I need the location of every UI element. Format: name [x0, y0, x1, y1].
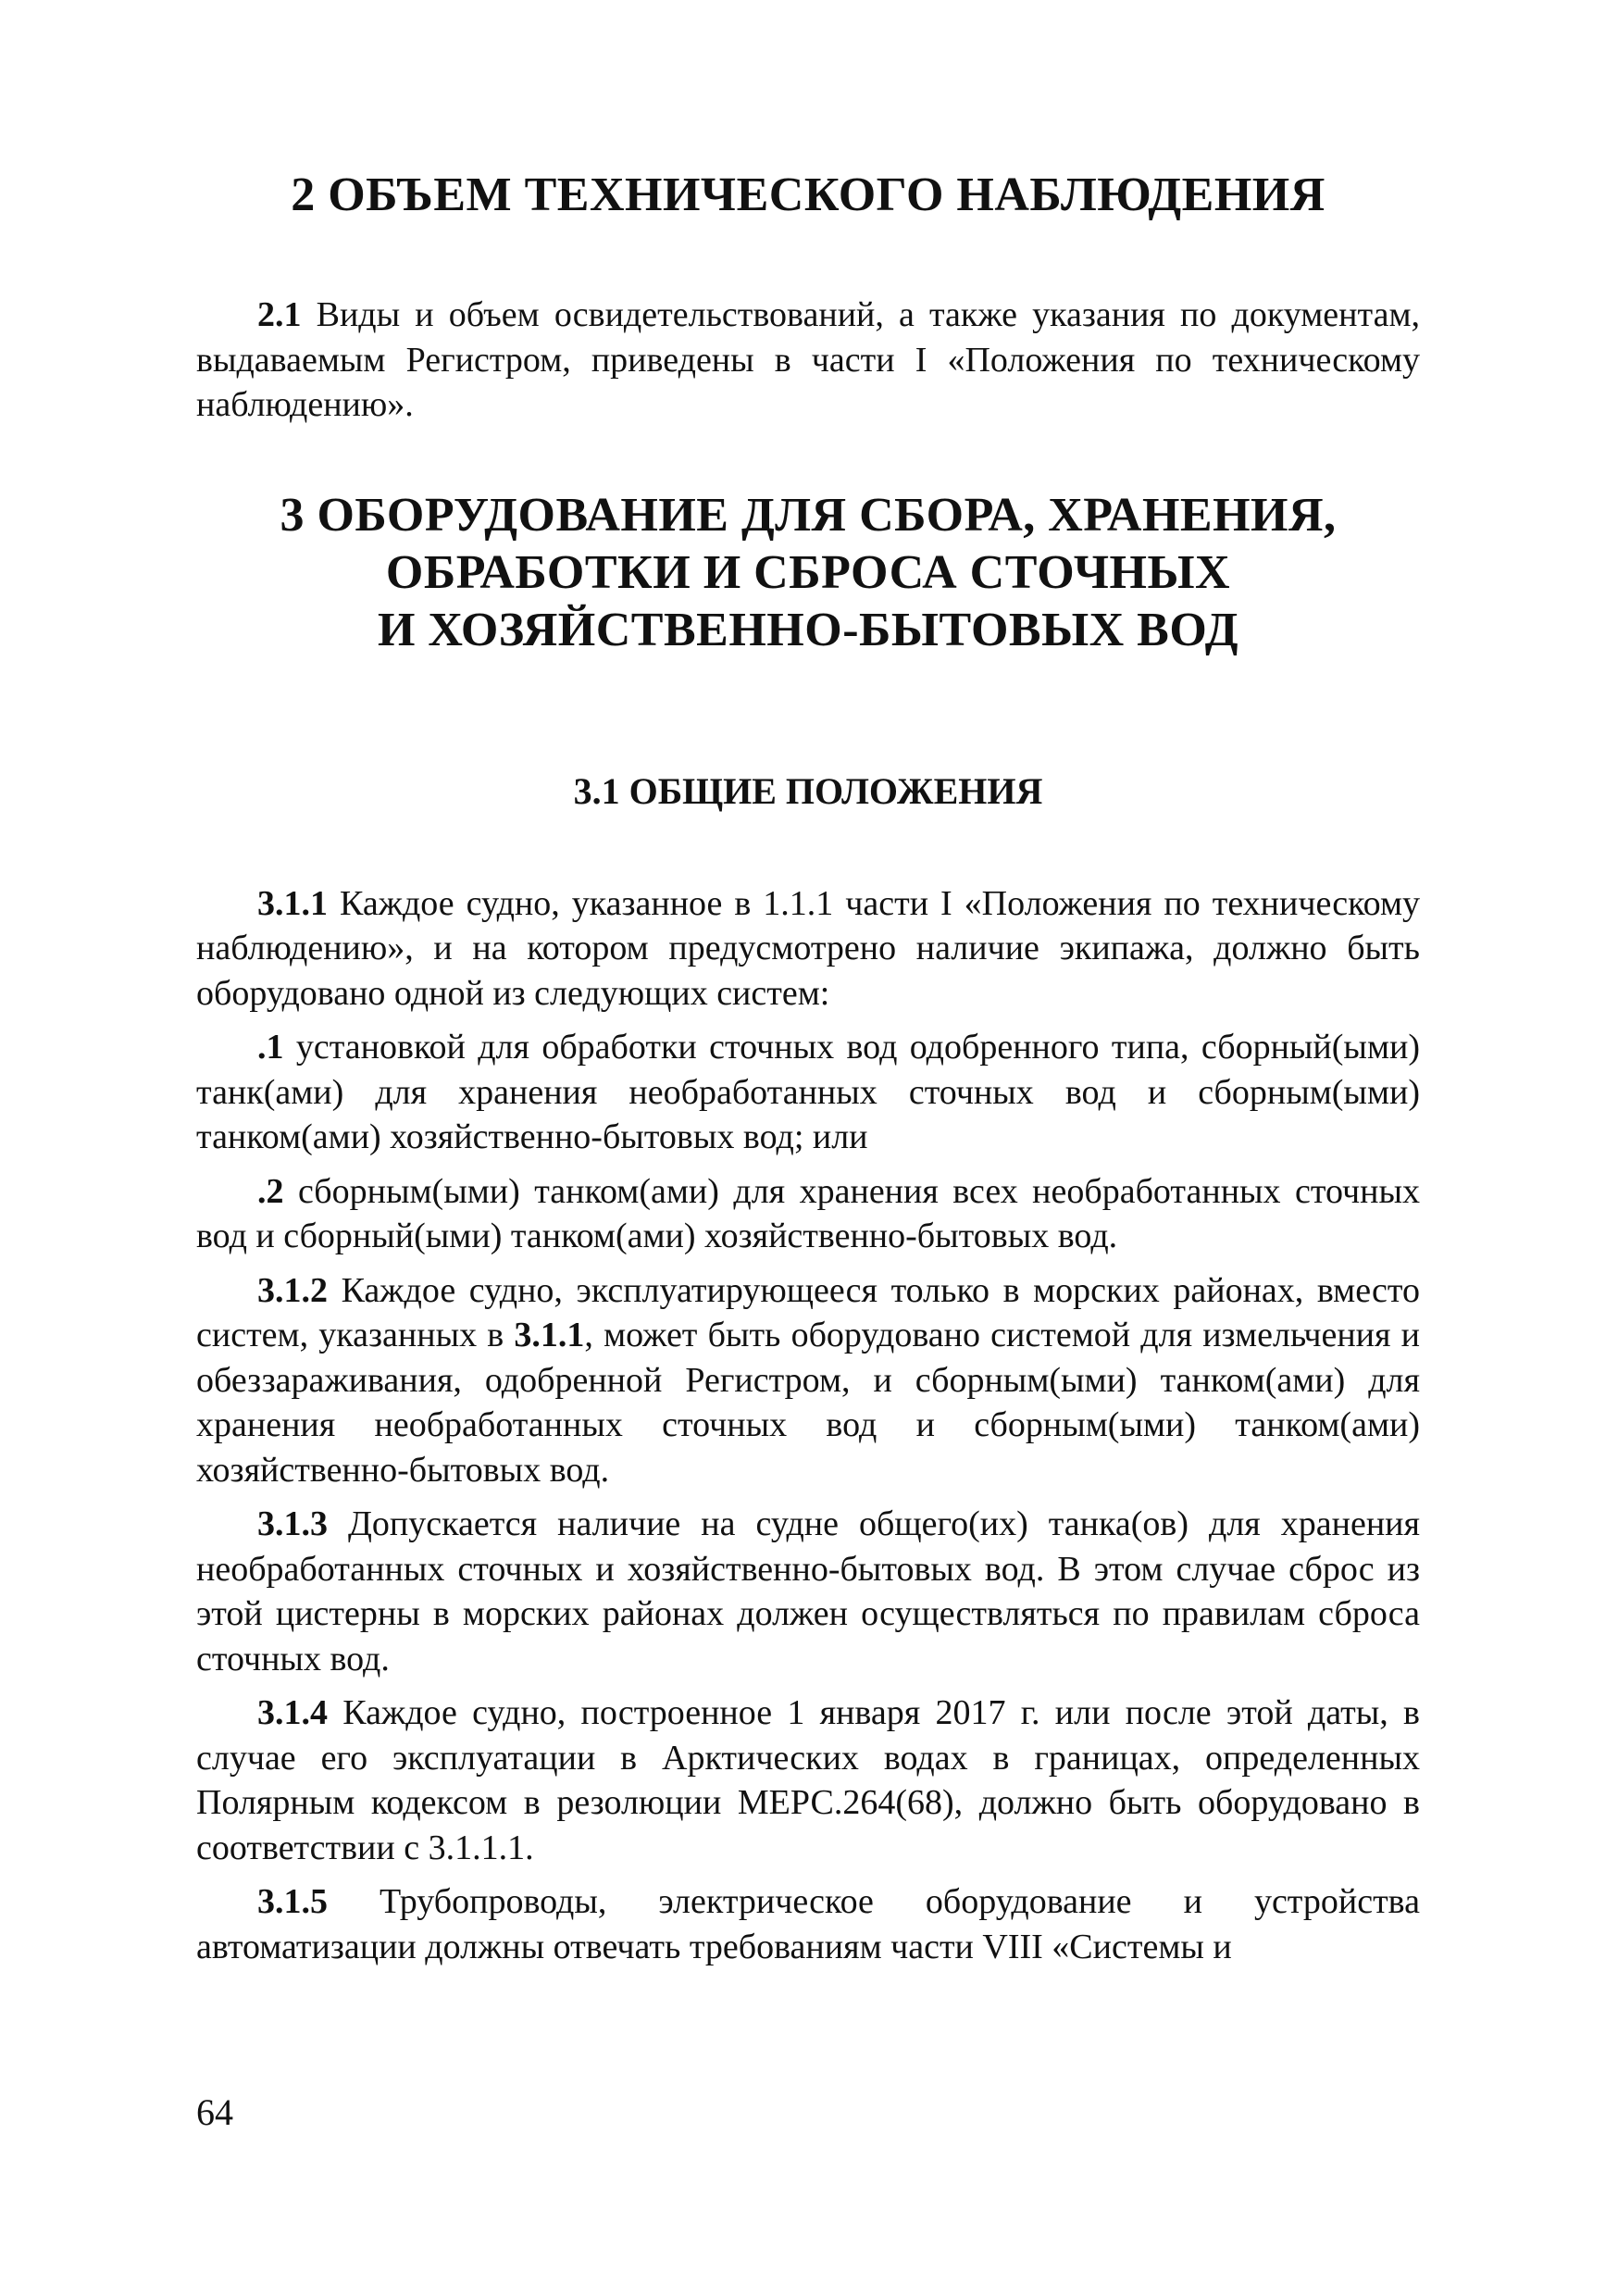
list-item-number: .1 — [257, 1028, 284, 1067]
list-item-1 — [196, 1025, 1420, 1160]
paragraph-number: 3.1.4 — [257, 1693, 328, 1732]
section-3-heading-line-3: И ХОЗЯЙСТВЕННО-БЫТОВЫХ ВОД — [377, 603, 1239, 656]
list-item-text: установкой для обработки сточных вод одобренного типа, сборный(ыми) танк(ами) для хранения необработанных сточных вод и сборным(ыми) танком(ами) хозяйственно-бытовых вод; или — [196, 1028, 1420, 1156]
paragraph-number: 3.1.3 — [257, 1504, 328, 1543]
paragraph-3-1-3 — [196, 1502, 1420, 1681]
page-number: 64 — [196, 2091, 233, 2133]
paragraph-3-1-1 — [196, 881, 1420, 1017]
paragraph-3-1-5 — [196, 1879, 1420, 1969]
page-content — [196, 167, 1420, 1978]
paragraph-number: 3.1.1 — [257, 883, 328, 923]
section-2-heading: 2 ОБЪЕМ ТЕХНИЧЕСКОГО НАБЛЮДЕНИЯ — [291, 168, 1326, 221]
paragraph-3-1-2 — [196, 1268, 1420, 1493]
paragraph-text: Каждое судно, построенное 1 января 2017 г. или после этой даты, в случае его эксплуатации в Арктических водах в границах, определенных Полярным кодексом в резолюции МЕРС.264(68), должно быть оборудовано в соответствии с 3.1.1.1. — [196, 1693, 1420, 1867]
section-3-heading-line-1: 3 ОБОРУДОВАНИЕ ДЛЯ СБОРА, ХРАНЕНИЯ, — [280, 488, 1337, 542]
paragraph-number: 3.1.2 — [257, 1270, 328, 1310]
paragraph-2-1 — [196, 293, 1420, 428]
section-3-heading-line-2: ОБРАБОТКИ И СБРОСА СТОЧНЫХ — [385, 545, 1231, 599]
cross-reference: 3.1.1 — [514, 1316, 585, 1354]
subsection-3-1-heading: 3.1 ОБЩИЕ ПОЛОЖЕНИЯ — [573, 769, 1043, 812]
list-item-text: сборным(ыми) танком(ами) для хранения всех необработанных сточных вод и сборный(ыми) танком(ами) хозяйственно-бытовых вод. — [196, 1171, 1420, 1255]
paragraph-number: 2.1 — [257, 295, 302, 334]
section-3-heading — [196, 487, 1420, 659]
list-item-number: .2 — [257, 1171, 284, 1211]
paragraph-text: Каждое судно, эксплуатирующееся только в морских районах, вместо систем, указанных в — [196, 1270, 1420, 1354]
list-item-2 — [196, 1169, 1420, 1259]
paragraph-text: Виды и объем освидетельствований, а также указания по документам, выдаваемым Регистром, приведены в части I «Положения по техническому наблюдению». — [196, 295, 1420, 424]
paragraph-number: 3.1.5 — [257, 1882, 328, 1921]
paragraph-text-continued: , может быть оборудовано системой для измельчения и обеззараживания, одобренной Регистром, и сборным(ыми) танком(ами) для хранения необработанных сточных вод и сборным(ыми) танком(ами) хозяйственно-бытовых вод. — [196, 1316, 1420, 1490]
paragraph-text: Трубопроводы, электрическое оборудование и устройства автоматизации должны отвечать требованиям части VIII «Системы и — [196, 1882, 1420, 1966]
paragraph-3-1-4 — [196, 1691, 1420, 1870]
paragraph-text: Каждое судно, указанное в 1.1.1 части I «Положения по техническому наблюдению», и на котором предусмотрено наличие экипажа, должно быть оборудовано одной из следующих систем: — [196, 883, 1420, 1013]
paragraph-text: Допускается наличие на судне общего(их) танка(ов) для хранения необработанных сточных и хозяйственно-бытовых вод. В этом случае сброс из этой цистерны в морских районах должен осуществляться по правилам сброса сточных вод. — [196, 1504, 1420, 1678]
